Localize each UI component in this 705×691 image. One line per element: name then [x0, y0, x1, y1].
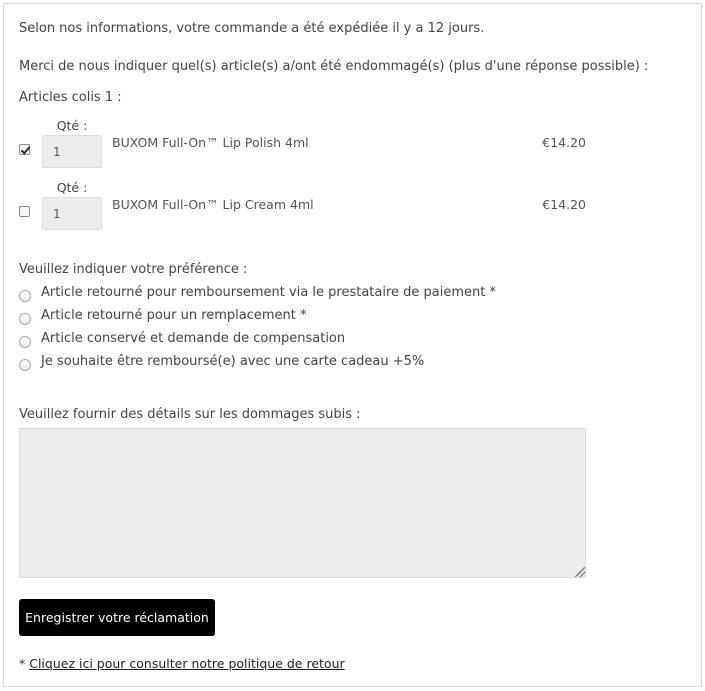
preference-label-replacement[interactable]: Article retourné pour un remplacement *	[41, 308, 307, 323]
item-1-price: €14.20	[542, 135, 586, 150]
submit-claim-button[interactable]: Enregistrer votre réclamation	[19, 599, 215, 636]
preference-radio-compensation[interactable]	[19, 336, 31, 348]
item-2-checkbox[interactable]	[19, 206, 30, 217]
item-2-qty-label: Qté :	[56, 180, 88, 195]
preference-label-compensation[interactable]: Article conservé et demande de compensation	[41, 331, 346, 346]
details-label: Veuillez fournir des détails sur les dommages subis :	[19, 407, 361, 422]
item-2-name: BUXOM Full-On™ Lip Cream 4ml	[112, 197, 314, 212]
preference-title: Veuillez indiquer votre préférence :	[19, 262, 248, 277]
item-2-qty-input[interactable]	[42, 197, 102, 230]
damaged-question: Merci de nous indiquer quel(s) article(s) a/ont été endommagé(s) (plus d'une réponse possible) :	[19, 59, 649, 74]
preference-label-refund-payment[interactable]: Article retourné pour remboursement via le prestataire de paiement *	[41, 285, 496, 300]
return-policy-link[interactable]: Cliquez ici pour consulter notre politique de retour	[29, 656, 345, 671]
item-1-name: BUXOM Full-On™ Lip Polish 4ml	[112, 135, 309, 150]
item-2-price: €14.20	[542, 197, 586, 212]
preference-label-gift-card[interactable]: Je souhaite être remboursé(e) avec une carte cadeau +5%	[41, 354, 425, 369]
preference-radio-gift-card[interactable]	[19, 359, 31, 371]
item-1-checkbox[interactable]	[19, 144, 30, 155]
details-textarea[interactable]	[19, 428, 586, 578]
item-1-qty-label: Qté :	[56, 118, 88, 133]
preference-radio-refund-payment[interactable]	[19, 290, 31, 302]
item-1-qty-input[interactable]	[42, 135, 102, 168]
footnote-asterisk: *	[19, 656, 30, 671]
parcel-title: Articles colis 1 :	[19, 90, 122, 105]
preference-radio-replacement[interactable]	[19, 313, 31, 325]
shipped-notice: Selon nos informations, votre commande a été expédiée il y a 12 jours.	[19, 21, 485, 36]
return-policy-note	[19, 656, 345, 671]
